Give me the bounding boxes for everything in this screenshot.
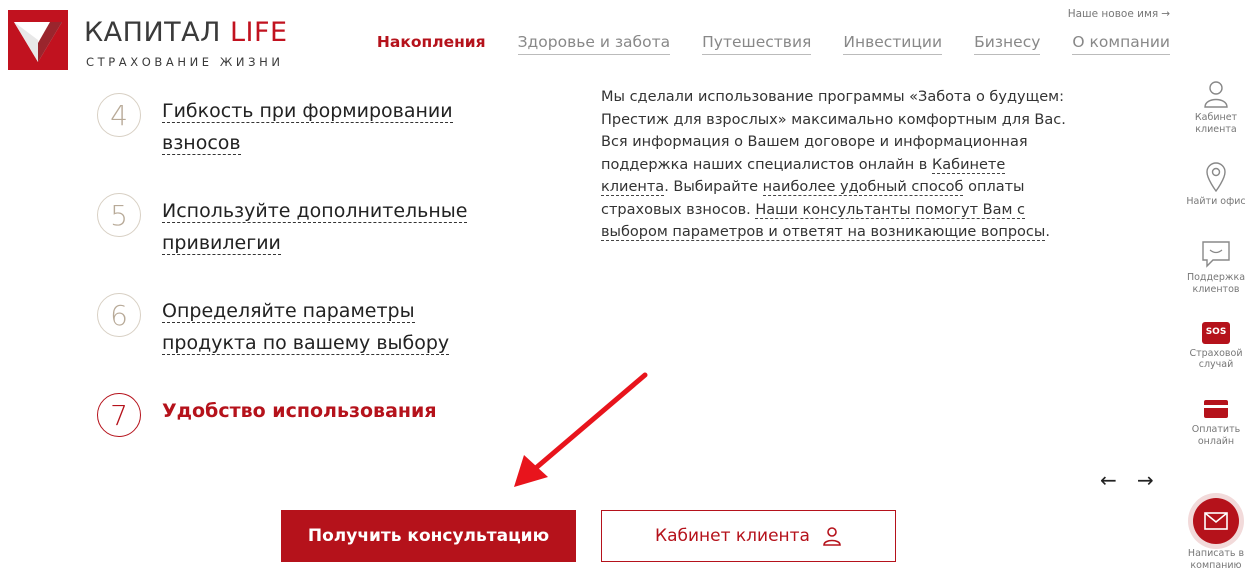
step-description bbox=[601, 86, 1071, 244]
sidebar-item-insurance-case[interactable] bbox=[1180, 322, 1252, 371]
payment-method-link[interactable]: наиболее удобный способ bbox=[762, 179, 964, 195]
mail-icon bbox=[1204, 512, 1228, 530]
sidebar-item-label: Оплатить онлайн bbox=[1191, 424, 1241, 447]
consultants-link[interactable]: Наши консультанты помогут Вам с выбором параметров и ответят на возникающие вопросы bbox=[601, 201, 1046, 240]
description-text: . Выбирайте bbox=[664, 179, 763, 195]
mail-button bbox=[1193, 498, 1239, 544]
arrow-right-icon: → bbox=[1161, 8, 1170, 20]
step-label: Определяйте параметры продукта по вашему выбору bbox=[162, 300, 450, 354]
logo[interactable] bbox=[8, 10, 288, 72]
step-number: 7 bbox=[97, 393, 141, 437]
step-item-active[interactable] bbox=[97, 393, 492, 437]
description-text: оплаты страховых взносов. bbox=[601, 179, 1025, 218]
description-text: . bbox=[1045, 224, 1050, 240]
main-nav bbox=[377, 33, 1170, 55]
sidebar-item-pay-online[interactable] bbox=[1180, 398, 1252, 447]
logo-subtitle: СТРАХОВАНИЕ ЖИЗНИ bbox=[86, 55, 284, 69]
nav-item-savings[interactable]: Накопления bbox=[376, 33, 486, 51]
sidebar-item-label: Написать в компанию bbox=[1187, 548, 1245, 571]
user-icon bbox=[822, 526, 842, 546]
nav-item-about[interactable]: О компании bbox=[1072, 33, 1170, 55]
sidebar-item-label: Найти офис bbox=[1186, 196, 1246, 207]
step-number: 5 bbox=[97, 193, 141, 237]
step-label: Используйте дополнительные привилегии bbox=[162, 200, 468, 254]
nav-item-travel[interactable]: Путешествия bbox=[702, 33, 811, 55]
new-name-link[interactable]: Наше новое имя → bbox=[1067, 8, 1170, 20]
sidebar-item-cabinet[interactable] bbox=[1180, 80, 1252, 135]
logo-mark-icon bbox=[8, 10, 68, 70]
step-label: Гибкость при формировании взносов bbox=[162, 100, 453, 154]
nav-item-health[interactable]: Здоровье и забота bbox=[518, 33, 671, 55]
get-consultation-button[interactable]: Получить консультацию bbox=[281, 510, 576, 562]
sidebar-item-find-office[interactable] bbox=[1180, 162, 1252, 208]
slider-prev-arrow-icon[interactable]: ← bbox=[1100, 468, 1117, 492]
sos-icon: SOS bbox=[1202, 322, 1231, 344]
step-item[interactable] bbox=[97, 93, 492, 159]
logo-title: КАПИТАЛ LIFE bbox=[84, 17, 288, 48]
slider-next-arrow-icon[interactable]: → bbox=[1137, 468, 1154, 492]
step-number: 4 bbox=[97, 93, 141, 137]
client-cabinet-button[interactable] bbox=[601, 510, 896, 562]
step-label: Удобство использования bbox=[162, 400, 437, 422]
annotation-arrow-icon bbox=[500, 365, 660, 495]
nav-item-investments[interactable]: Инвестиции bbox=[843, 33, 942, 55]
sidebar-item-support[interactable] bbox=[1180, 240, 1252, 295]
location-pin-icon bbox=[1205, 162, 1227, 192]
sidebar-item-write-company[interactable] bbox=[1180, 498, 1252, 571]
client-cabinet-link[interactable]: Кабинете клиента bbox=[601, 156, 1006, 195]
nav-item-business[interactable]: Бизнесу bbox=[974, 33, 1040, 55]
sidebar-item-label: Кабинет клиента bbox=[1194, 112, 1238, 135]
card-icon bbox=[1203, 398, 1229, 420]
sidebar-item-label: Поддержка клиентов bbox=[1186, 272, 1246, 295]
user-icon bbox=[1203, 80, 1229, 108]
client-cabinet-button-label: Кабинет клиента bbox=[655, 526, 810, 546]
sidebar-item-label: Страховой случай bbox=[1189, 347, 1243, 370]
description-text: Мы сделали использование программы «Забота о будущем: Престиж для взрослых» максимально комфортным для Вас. Вся информация о Вашем договоре и информационная поддержка наших специалистов онлайн в bbox=[601, 89, 1066, 173]
step-number: 6 bbox=[97, 293, 141, 337]
step-item[interactable] bbox=[97, 293, 492, 359]
chat-icon bbox=[1201, 240, 1231, 268]
step-item[interactable] bbox=[97, 193, 492, 259]
